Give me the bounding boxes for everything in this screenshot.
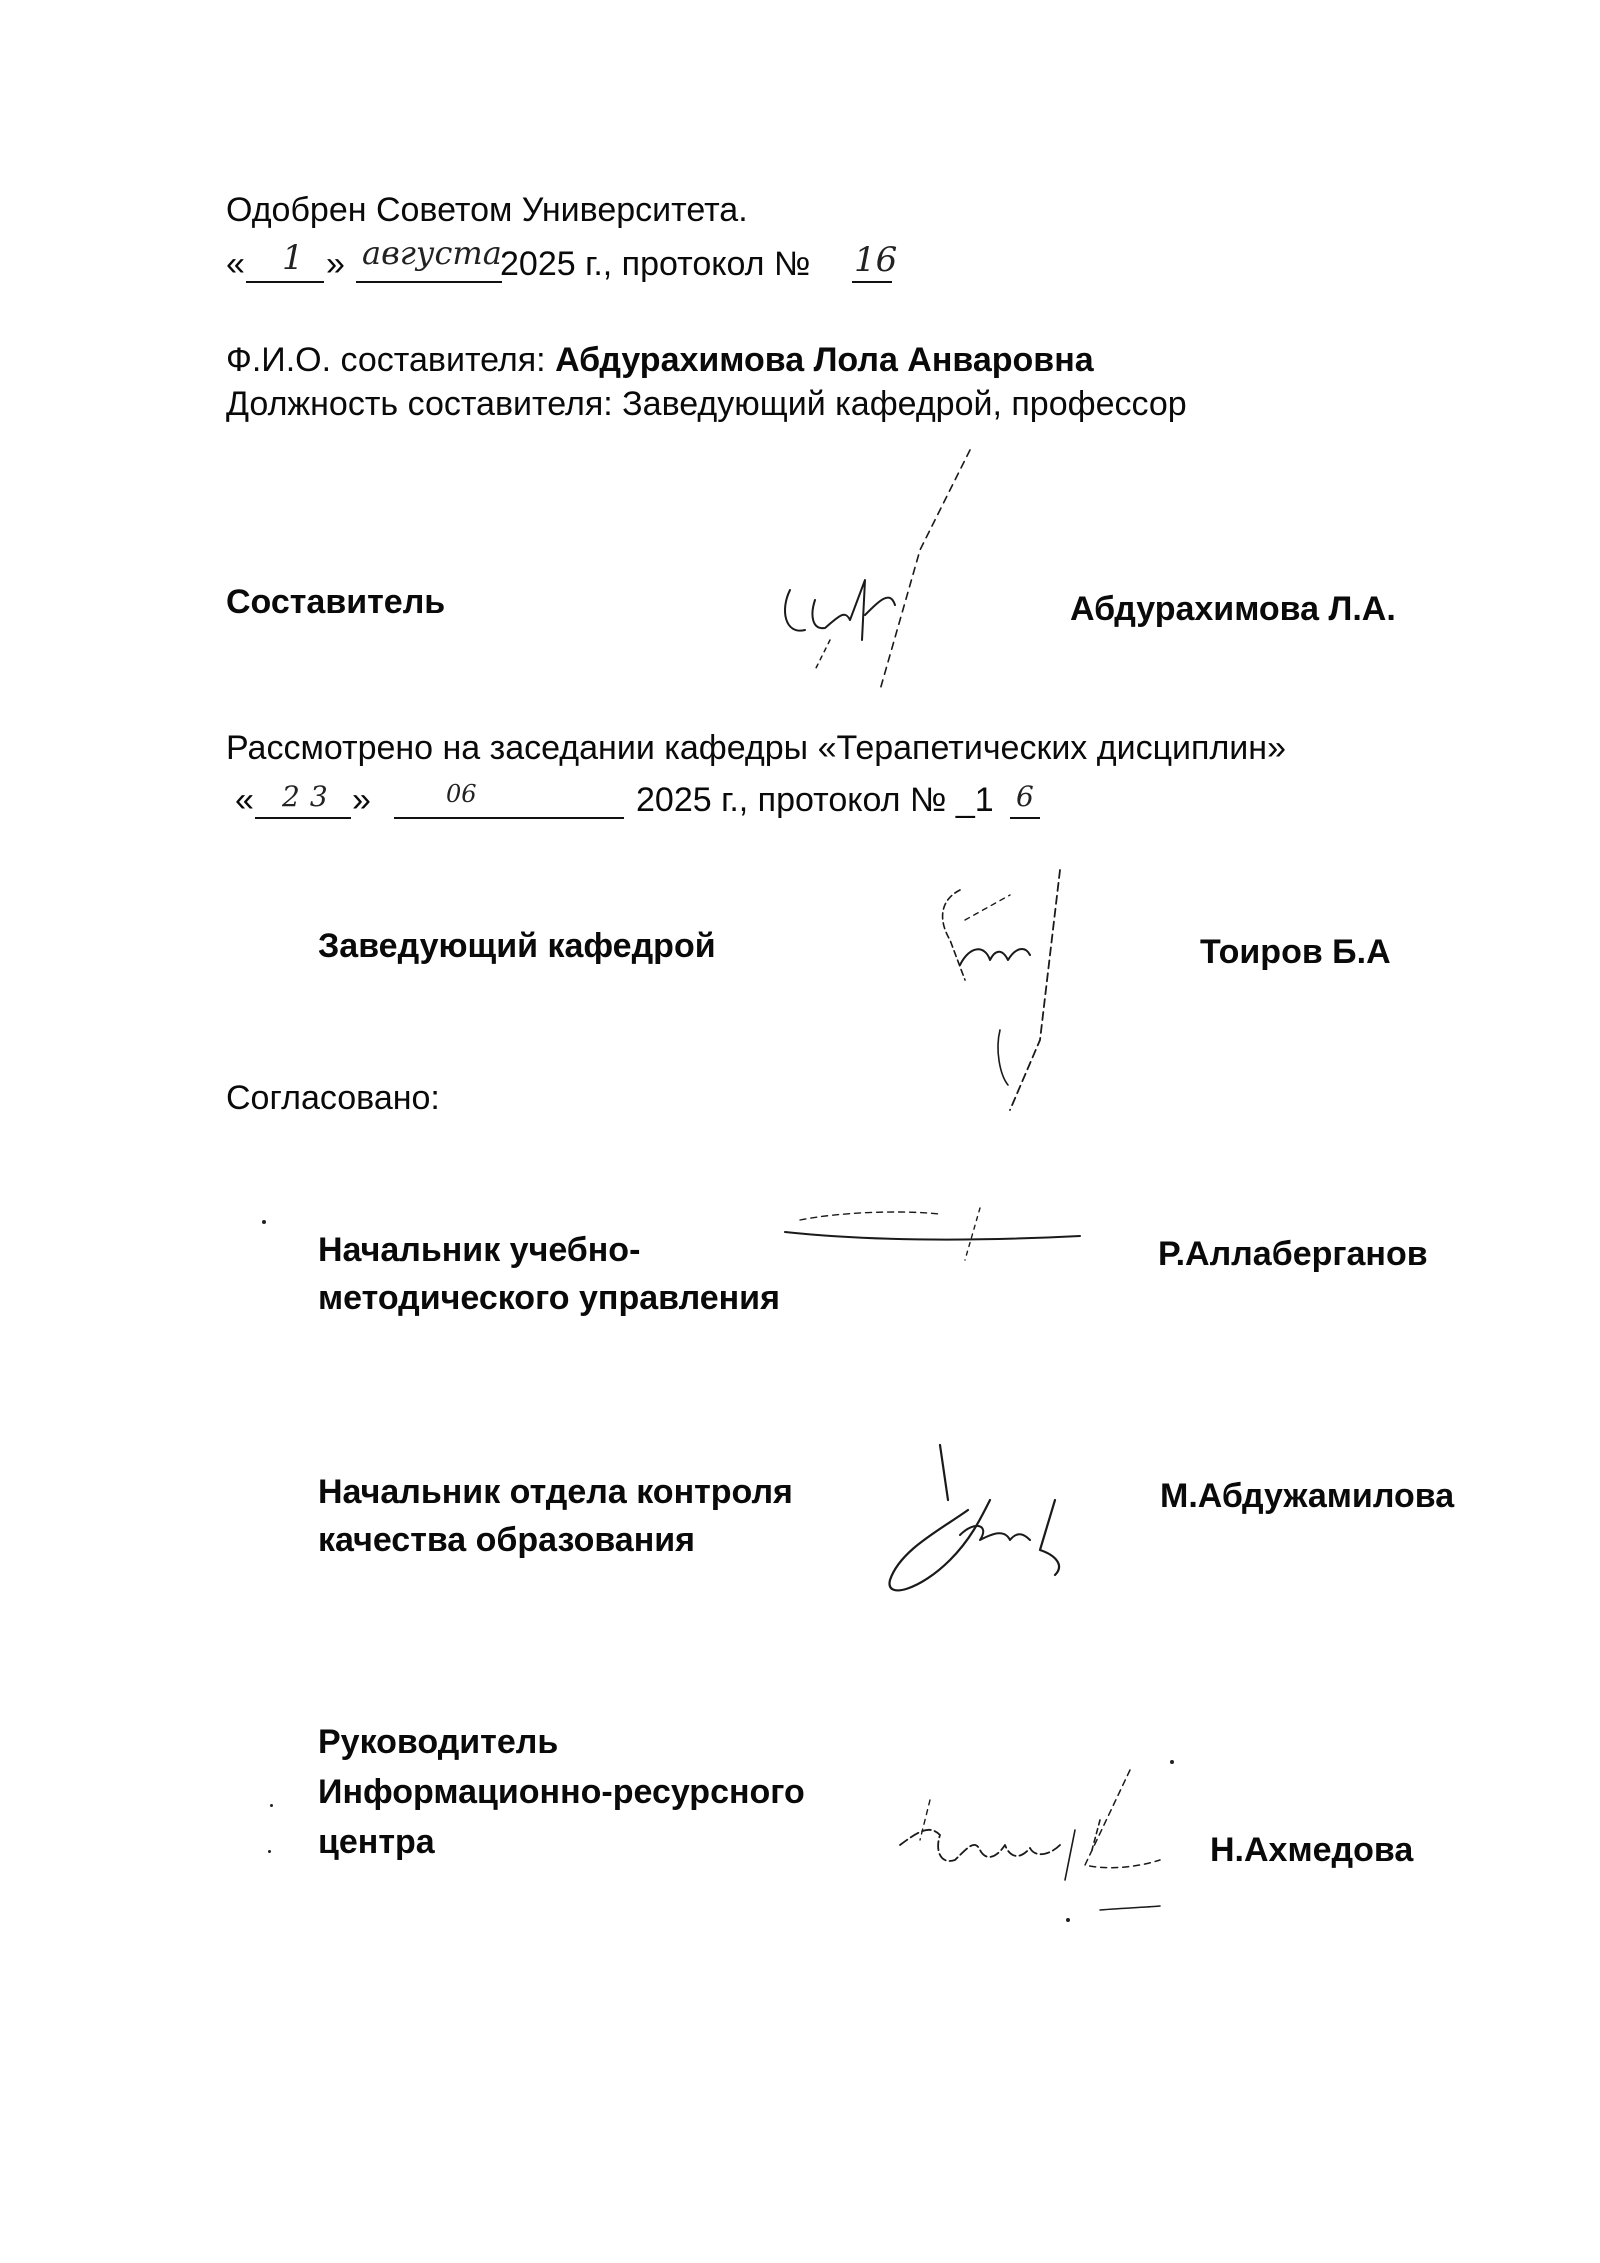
- agreed-name-3: Н.Ахмедова: [1210, 1831, 1414, 1869]
- department-day-handwritten: 23: [282, 780, 338, 813]
- scan-speck: [262, 1220, 266, 1224]
- department-protocol-blank: [1010, 817, 1040, 819]
- compiler-role-label: Составитель: [226, 583, 446, 621]
- department-close-quote: »: [352, 781, 371, 819]
- approval-day-blank: [246, 281, 324, 283]
- compiler-fio-value: Абдурахимова Лола Анваровна: [555, 341, 1094, 379]
- agreed-role-3-line2: Информационно-ресурсного: [318, 1773, 805, 1811]
- scan-speck: [268, 1850, 271, 1853]
- department-day-blank: [255, 817, 351, 819]
- approval-month-blank: [356, 281, 502, 283]
- department-head-name: Тоиров Б.А: [1200, 933, 1391, 971]
- agreed-signature-1: [780, 1200, 1100, 1290]
- department-year-protocol: 2025 г., протокол № _1: [636, 781, 994, 819]
- scan-speck: [270, 1804, 273, 1807]
- approval-protocol-blank: [852, 281, 892, 283]
- agreed-role-1-line2: методического управления: [318, 1279, 780, 1317]
- scan-speck: [1170, 1760, 1174, 1764]
- compiler-name: Абдурахимова Л.А.: [1070, 590, 1396, 628]
- agreed-label: Согласовано:: [226, 1079, 440, 1117]
- department-head-role: Заведующий кафедрой: [318, 927, 716, 965]
- department-head-signature: [930, 860, 1070, 1120]
- compiler-fio-line: [226, 340, 1094, 380]
- agreed-signature-3: [860, 1750, 1190, 1920]
- agreed-role-2-line2: качества образования: [318, 1521, 695, 1559]
- compiler-position-line: Должность составителя: Заведующий кафедрой, профессор: [226, 385, 1187, 423]
- compiler-signature: [770, 440, 990, 700]
- agreed-role-3-line1: Руководитель: [318, 1723, 559, 1761]
- department-protocol-handwritten: 6: [1016, 780, 1034, 813]
- agreed-signature-2: [880, 1440, 1080, 1610]
- agreed-name-2: М.Абдужамилова: [1160, 1477, 1455, 1515]
- department-month-blank: [394, 817, 624, 819]
- department-month-handwritten: 06: [446, 780, 477, 808]
- approval-protocol-handwritten: 16: [854, 240, 898, 280]
- approval-close-quote: »: [326, 245, 345, 283]
- compiler-fio-label: Ф.И.О. составителя:: [226, 341, 556, 379]
- approval-open-quote: «: [226, 245, 245, 283]
- approval-month-handwritten: августа: [362, 234, 502, 272]
- department-open-quote: «: [235, 781, 254, 819]
- scan-speck: [1066, 1918, 1070, 1922]
- agreed-role-1-line1: Начальник учебно-: [318, 1231, 641, 1269]
- approval-line: Одобрен Советом Университета.: [226, 191, 748, 229]
- approval-year-protocol: 2025 г., протокол №: [500, 245, 811, 283]
- agreed-role-3-line3: центра: [318, 1823, 435, 1861]
- agreed-name-1: Р.Аллаберганов: [1158, 1235, 1428, 1273]
- approval-day-handwritten: 1: [282, 238, 304, 278]
- agreed-role-2-line1: Начальник отдела контроля: [318, 1473, 793, 1511]
- department-line: Рассмотрено на заседании кафедры «Терапетических дисциплин»: [226, 729, 1286, 767]
